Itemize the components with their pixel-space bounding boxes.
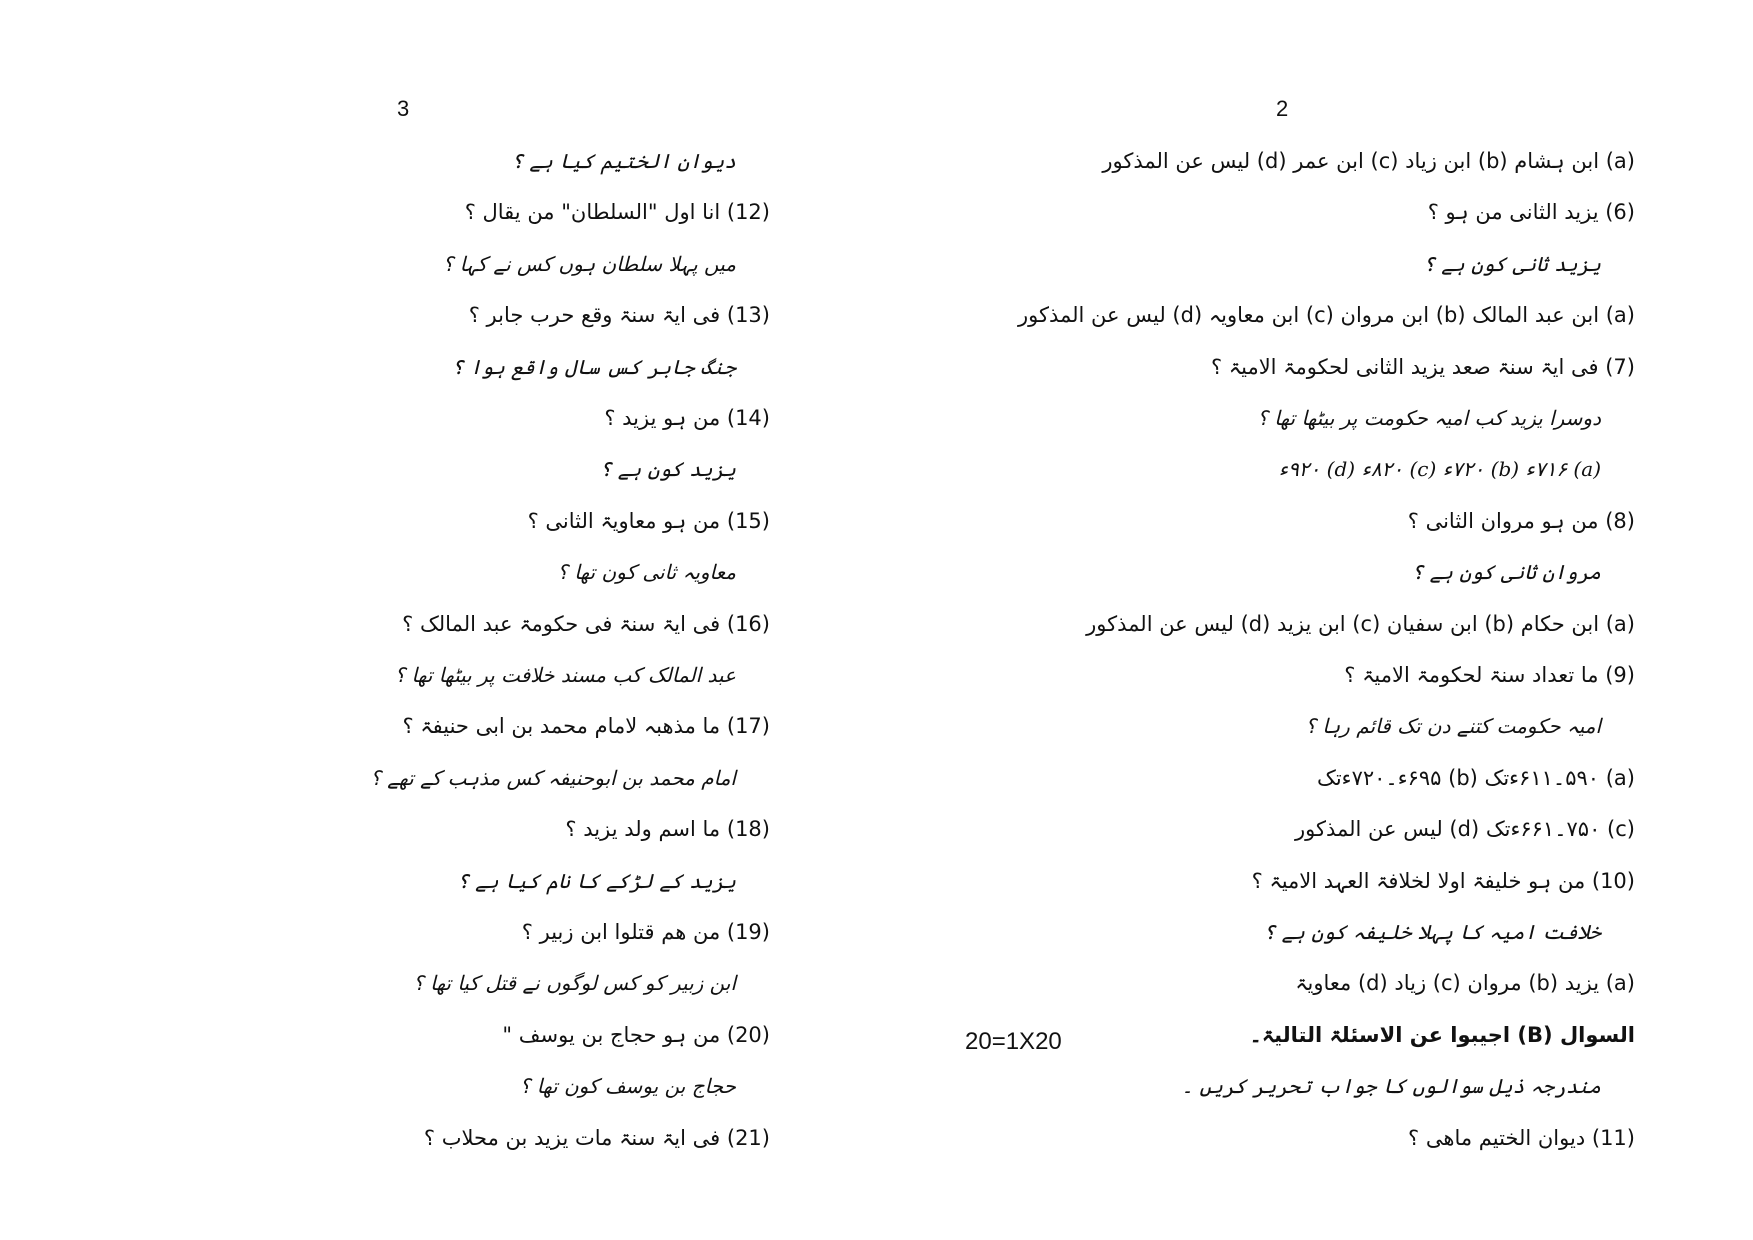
left-urdu-translation: حجاج بن یوسف کون تھا ؟ [519,1074,736,1098]
right-page-questions [985,146,1635,1166]
right-urdu-translation: خلافت امیہ کا پہلا خلیفہ کون ہے ؟ [1263,920,1601,944]
left-urdu-translation: دیوان الختیم کیا ہے ؟ [511,149,736,173]
right-urdu-translation: مروان ثانی کون ہے ؟ [1411,560,1601,584]
left-urdu-translation: میں پہلا سلطان ہوں کس نے کہا ؟ [442,252,736,276]
marks-label: 20=1X20 [965,1028,1062,1055]
left-urdu-translation: یزید کے لڑکے کا نام کیا ہے ؟ [457,869,736,893]
left-urdu-translation: معاویہ ثانی کون تھا ؟ [557,560,736,584]
left-urdu-translation: ابن زبیر کو کس لوگوں نے قتل کیا تھا ؟ [413,971,736,995]
section-b-heading: السوال (B) اجیبوا عن الاسئلۃ التالیۃ۔ [1249,1023,1635,1047]
right-question-line: (9) ما تعداد سنۃ لحکومۃ الامیۃ ؟ [1344,663,1635,687]
left-question-line: (16) فی ایۃ سنۃ فی حکومۃ عبد المالک ؟ [402,612,770,636]
right-question-line: (7) فی ایۃ سنۃ صعد یزید الثانی لحکومۃ الامیۃ ؟ [1210,355,1635,379]
left-page-questions [370,146,770,1166]
right-answer-options: (c) ۷۵۰۔۶۶۱ءتک (d) لیس عن المذکور [1295,817,1635,841]
left-urdu-translation: امام محمد بن ابوحنیفہ کس مذہب کے تھے ؟ [370,766,736,790]
right-urdu-translation: یزید ثانی کون ہے ؟ [1423,252,1601,276]
left-question-line: (15) من ہو معاویۃ الثانی ؟ [527,509,770,533]
right-answer-options: (a) ابن عبد المالک (b) ابن مروان (c) ابن معاویہ (d) لیس عن المذکور [1017,303,1635,327]
left-question-line: (20) من ہو حجاج بن یوسف " [502,1023,770,1047]
left-question-line: (12) انا اول "السلطان" من یقال ؟ [464,200,770,224]
right-answer-options: (a) ابن حکام (b) ابن سفیان (c) ابن یزید (d) لیس عن المذکور [1086,612,1635,636]
left-question-line: (18) ما اسم ولد یزید ؟ [565,817,770,841]
right-question-line: (11) دیوان الختیم ماھی ؟ [1408,1126,1635,1150]
left-question-line: (14) من ہو یزید ؟ [604,406,770,430]
right-question-line: (6) یزید الثانی من ہو ؟ [1427,200,1635,224]
left-question-line: (13) فی ایۃ سنۃ وقع حرب جابر ؟ [468,303,770,327]
left-question-line: (21) فی ایۃ سنۃ مات یزید بن محلاب ؟ [423,1126,770,1150]
right-answer-options: (a) یزید (b) مروان (c) زیاد (d) معاویۃ [1295,971,1635,995]
left-urdu-translation: عبد المالک کب مسند خلافت پر بیٹھا تھا ؟ [394,663,736,687]
left-question-line: (17) ما مذھبہ لامام محمد بن ابی حنیفۃ ؟ [402,714,770,738]
left-urdu-translation: یزید کون ہے ؟ [599,457,736,481]
left-urdu-translation: جنگ جابر کس سال واقع ہوا ؟ [451,355,736,379]
right-urdu-translation: دوسرا یزید کب امیہ حکومت پر بیٹھا تھا ؟ [1257,406,1601,430]
page-number-left: 3 [397,96,410,121]
right-answer-options: (a) ۷۱۶ء (b) ۷۲۰ء (c) ۸۲۰ء (d) ۹۲۰ء [1278,457,1601,481]
right-answer-options: (a) ابن ہشام (b) ابن زیاد (c) ابن عمر (d) لیس عن المذکور [1102,149,1635,173]
right-answer-options: (a) ۵۹۰۔۶۱۱ءتک (b) ۶۹۵ء۔۷۲۰ءتک [1317,766,1635,790]
page-number-right: 2 [1276,96,1289,121]
right-question-line: (10) من ہو خلیفۃ اولا لخلافۃ العہد الامیۃ ؟ [1251,869,1635,893]
right-question-line: (8) من ہو مروان الثانی ؟ [1407,509,1635,533]
right-urdu-translation: امیہ حکومت کتنے دن تک قائم رہا ؟ [1305,714,1601,738]
left-question-line: (19) من ھم قتلوا ابن زبیر ؟ [521,920,770,944]
right-urdu-translation: مندرجہ ذیل سوالوں کا جواب تحریر کریں ۔ [1181,1074,1601,1098]
